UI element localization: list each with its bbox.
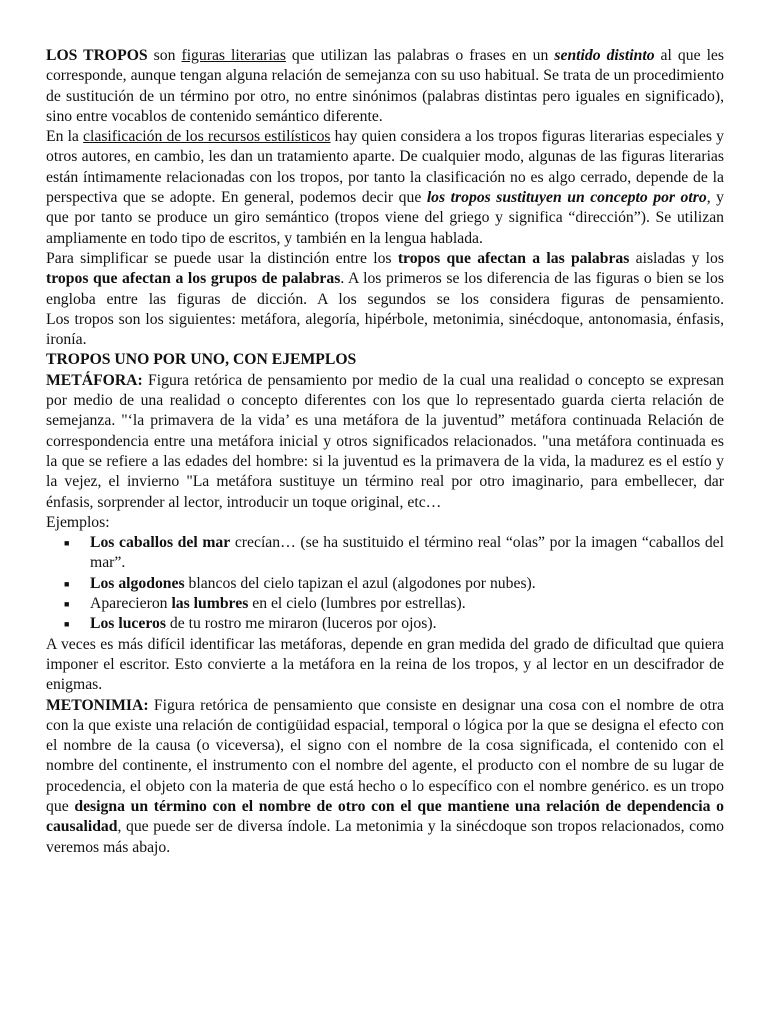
paragraph-metafora (46, 371, 724, 513)
text: que utilizan las palabras o frases en un (285, 47, 555, 64)
text: aisladas y los (629, 249, 724, 267)
bullet-icon: ■ (64, 619, 70, 630)
text: Para simplificar se puede usar la distinción entre los (46, 249, 398, 267)
section-heading: TROPOS UNO POR UNO, CON EJEMPLOS (46, 351, 357, 369)
text: , que puede ser de diversa índole. La metonimia y la sinécdoque son tropos relacionados, como veremos más abajo. (46, 818, 724, 856)
paragraph-clasificacion (46, 127, 724, 249)
bold-text: las lumbres (171, 595, 249, 613)
bold-text: Los caballos del mar (90, 534, 231, 552)
label-metafora: METÁFORA: (46, 371, 143, 389)
emphasis-sentido-distinto: sentido distinto (554, 47, 655, 64)
bold-text: Los luceros (90, 615, 166, 633)
label-metonimia: METONIMIA: (46, 696, 149, 714)
emphasis-sustituyen: los tropos sustituyen un concepto por otro (426, 189, 707, 207)
list-item (64, 614, 724, 634)
text: en el cielo (lumbres por estrellas). (248, 595, 466, 613)
term-los-tropos: LOS TROPOS (46, 47, 148, 64)
link-clasificacion[interactable]: clasificación de los recursos estilísticos (83, 128, 331, 146)
bullet-icon: ■ (64, 599, 70, 610)
text: al que les corresponde, aunque tengan alguna relación de semejanza con su uso habitual. Se trata de un procedimiento de sustitución de un término por otro, no entre sinónimos (palabras distintas pero iguales en significado), sino entre vocablos de contenido semántico diferente. (46, 47, 724, 125)
list-item (64, 574, 724, 594)
bold-afectan-grupos: tropos que afectan a los grupos de palabras (46, 270, 341, 288)
paragraph-a-veces: A veces es más difícil identificar las metáforas, depende en gran medida del grado de dificultad que quiera imponer el escritor. Esto convierte a la metáfora en la reina de los tropos, y al lector en un descifrador de enigmas. (46, 635, 724, 694)
text: . A los primeros se los diferencia de las figuras o bien se los engloba entre las figuras de dicción. A los segundos se los considera figuras de pensamiento. (46, 270, 724, 308)
paragraph-lista-tropos: Los tropos son los siguientes: metáfora, alegoría, hipérbole, metonimia, sinécdoque, antonomasia, énfasis, ironía. (46, 310, 724, 349)
text: son (147, 47, 182, 64)
bold-text: Los algodones (90, 574, 185, 592)
list-item (64, 533, 724, 574)
paragraph-metonimia (46, 696, 724, 858)
text: hay quien considera a los tropos figuras literarias especiales y otros autores, en cambio, les dan un tratamiento aparte. De cualquier modo, algunas de las figuras literarias están íntimamente relacionadas con los tropos, por tanto la clasificación no es algo cerrado, depende de la perspectiva que se adopte. En general, podemos decir que (46, 128, 724, 207)
text: de tu rostro me miraron (luceros por ojos). (165, 615, 437, 633)
bold-definicion: designa un término con el nombre de otro con el que mantiene una relación de dependencia o causalidad (46, 797, 724, 836)
text: , y que por tanto se produce un giro semántico (tropos viene del griego y significa “dirección”). Se utilizan ampliamente en todo tipo de escritos, y también en la lengua hablada. (46, 189, 724, 247)
ejemplos-label: Ejemplos: (46, 513, 110, 531)
bullet-icon: ■ (64, 578, 70, 589)
text: Aparecieron (90, 595, 172, 613)
text: crecían… (se ha sustituido el término real “olas” por la imagen “caballos del mar”. (90, 534, 725, 572)
bullet-icon: ■ (64, 538, 70, 549)
document-page (46, 46, 724, 858)
bold-afectan-palabras: tropos que afectan a las palabras (397, 249, 630, 267)
paragraph-distincion (46, 249, 724, 310)
link-figuras-literarias[interactable]: figuras literarias (181, 47, 286, 64)
text: Figura retórica de pensamiento que consiste en designar una cosa con el nombre de otra con la que existe una relación de contigüidad espacial, temporal o lógica por la que se designa el efecto con el nombre de la causa (o viceversa), el signo con el nombre de la cosa significada, el contenido con el nombre del continente, el instrumento con el nombre del agente, el producto con el nombre de su lugar de procedencia, el objeto con la materia de que está hecho o lo específico con el nombre genérico. es un tropo que (46, 696, 724, 815)
list-item (64, 594, 724, 614)
paragraph-intro (46, 46, 724, 127)
examples-list (46, 533, 724, 634)
text: En la (46, 128, 84, 146)
text: blancos del cielo tapizan el azul (algodones por nubes). (184, 574, 536, 592)
text: Figura retórica de pensamiento por medio de la cual una realidad o concepto se expresan por medio de una realidad o concepto diferentes con los que lo representado guarda cierta relación de semejanza. "‘la primavera de la vida’ es una metáfora de la juventud” metáfora continuada Relación de correspondencia entre una metáfora inicial y otros significados relacionados. "una metáfora continuada es la que se refiere a las edades del hombre: si la juventud es la primavera de la vida, la madurez es el estío y la vejez, el invierno "La metáfora sustituye un término real por otro imaginario, para embellecer, dar énfasis, sorprender al lector, introducir un toque original, etc… (46, 371, 724, 511)
